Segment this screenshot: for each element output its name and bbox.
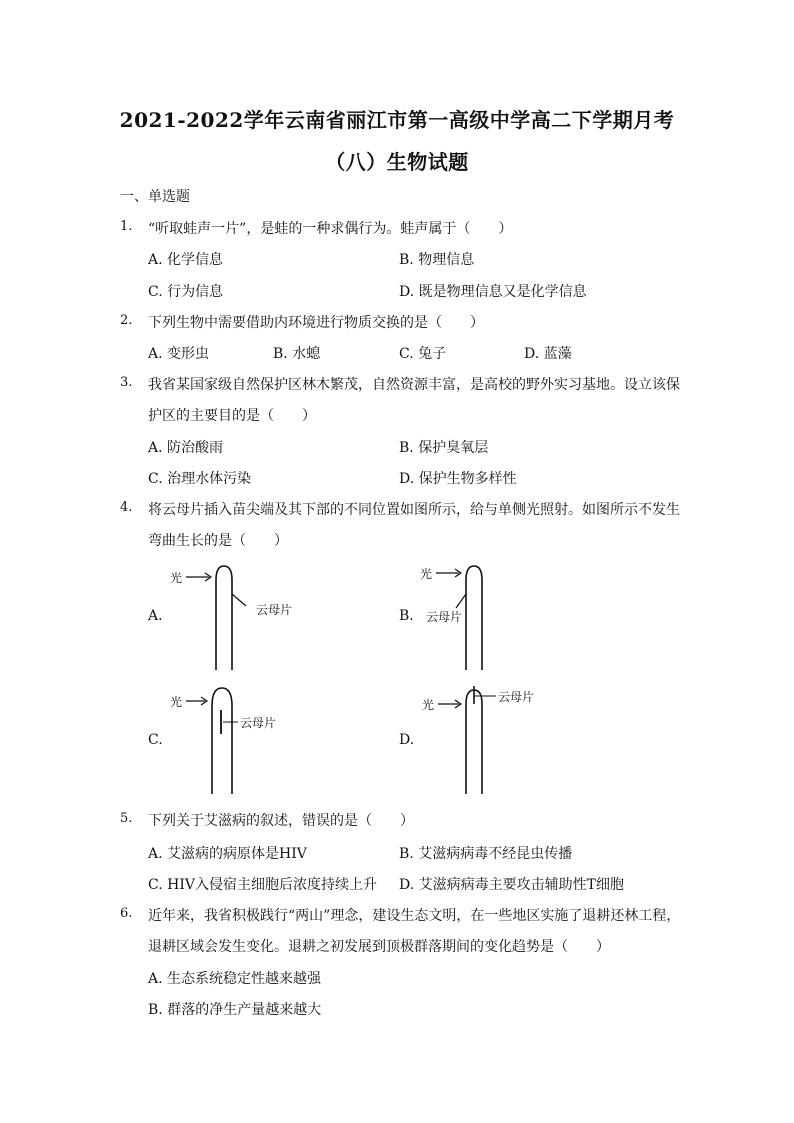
seedling-diagram-c xyxy=(160,682,320,798)
option-c: C. HIV入侵宿主细胞后浓度持续上升 xyxy=(148,877,377,893)
option-d: D. 艾滋病病毒主要攻击辅助性T细胞 xyxy=(399,877,624,893)
question-stem-line1: 将云母片插入苗尖端及其下部的不同位置如图所示，给与单侧光照射。如图所示不发生 xyxy=(148,502,680,518)
page-title-line1: 2021-2022学年云南省丽江市第一高级中学高二下学期月考 xyxy=(119,108,675,132)
option-a: A. 变形虫 xyxy=(148,346,210,362)
mica-label: 云母片 xyxy=(240,716,277,730)
mica-label: 云母片 xyxy=(498,690,535,704)
light-label: 光 xyxy=(422,698,435,712)
question-stem: “听取蛙声一片”，是蛙的一种求偶行为。蛙声属于（ ） xyxy=(148,221,513,237)
mica-sheet xyxy=(456,594,466,608)
question-number: 2. xyxy=(120,313,133,328)
option-b: B. 群落的净生产量越来越大 xyxy=(148,1002,322,1018)
figure-label-c: C. xyxy=(148,732,163,748)
figure-label-d: D. xyxy=(399,732,415,748)
question-number: 1. xyxy=(120,219,133,234)
option-b: B. 保护臭氧层 xyxy=(399,440,489,456)
question-number: 6. xyxy=(120,906,133,921)
seedling-diagram-d xyxy=(410,682,570,798)
option-a: A. 艾滋病的病原体是HIV xyxy=(148,846,307,862)
mica-sheet xyxy=(232,594,246,606)
option-c: C. 兔子 xyxy=(399,346,447,362)
option-d: D. 既是物理信息又是化学信息 xyxy=(399,284,587,300)
question-stem-line2: 退耕区域会发生变化。退耕之初发展到顶极群落期间的变化趋势是（ ） xyxy=(148,939,610,955)
option-b: B. 水螅 xyxy=(273,346,321,362)
figure-label-a: A. xyxy=(148,608,163,624)
question-stem-line1: 近年来，我省积极践行“两山”理念，建设生态文明，在一些地区实施了退耕还林工程， xyxy=(148,908,681,924)
option-b: B. 艾滋病病毒不经昆虫传播 xyxy=(399,846,573,862)
option-b: B. 物理信息 xyxy=(399,252,475,268)
light-label: 光 xyxy=(170,571,183,585)
light-label: 光 xyxy=(170,695,183,709)
option-d: D. 蓝藻 xyxy=(524,346,572,362)
seedling-diagram-b xyxy=(410,558,570,674)
question-stem-line2: 弯曲生长的是（ ） xyxy=(148,533,288,549)
section-heading: 一、单选题 xyxy=(120,189,190,205)
question-stem-line2: 护区的主要目的是（ ） xyxy=(148,408,316,424)
option-a: A. 化学信息 xyxy=(148,252,224,268)
figure-label-b: B. xyxy=(399,608,414,624)
page-title-line2: （八）生物试题 xyxy=(325,150,469,174)
mica-label: 云母片 xyxy=(256,603,293,617)
mica-label: 云母片 xyxy=(426,610,463,624)
question-stem: 下列生物中需要借助内环境进行物质交换的是（ ） xyxy=(148,315,484,331)
option-c: C. 行为信息 xyxy=(148,284,224,300)
option-c: C. 治理水体污染 xyxy=(148,471,252,487)
question-stem-line1: 我省某国家级自然保护区林木繁茂，自然资源丰富，是高校的野外实习基地。设立该保 xyxy=(148,377,680,393)
question-number: 4. xyxy=(120,500,133,515)
seedling-diagram-a xyxy=(160,558,320,674)
question-stem: 下列关于艾滋病的叙述，错误的是（ ） xyxy=(148,813,414,829)
light-label: 光 xyxy=(420,567,433,581)
option-d: D. 保护生物多样性 xyxy=(399,471,517,487)
question-number: 3. xyxy=(120,375,133,390)
question-number: 5. xyxy=(120,811,133,826)
option-a: A. 生态系统稳定性越来越强 xyxy=(148,971,322,987)
option-a: A. 防治酸雨 xyxy=(148,440,224,456)
